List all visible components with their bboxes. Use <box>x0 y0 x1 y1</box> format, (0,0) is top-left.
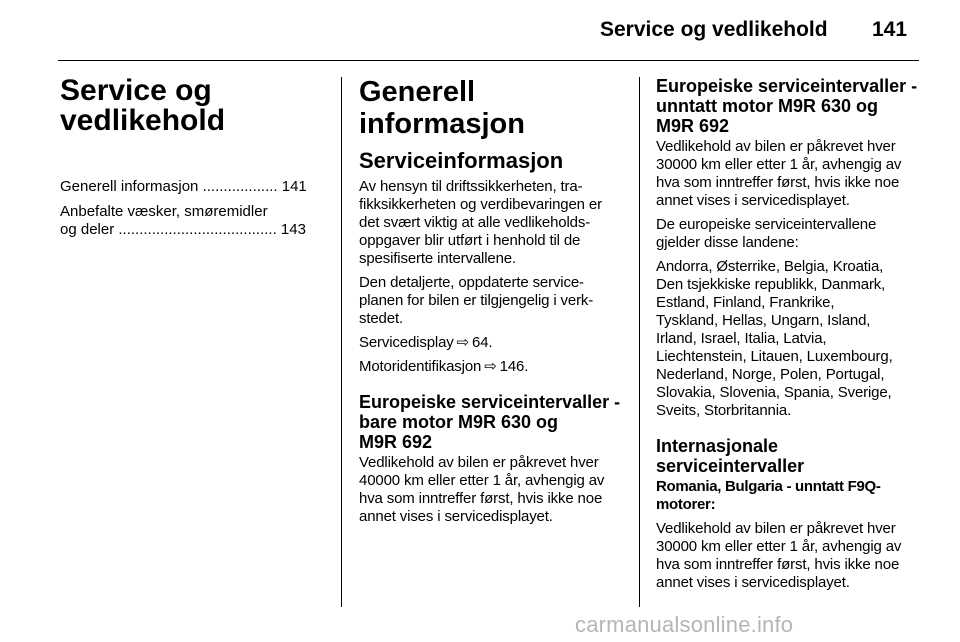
paragraph: Den detaljerte, oppdaterte service- planen for bilen er tilgjengelig i verk- stedet. <box>359 274 594 327</box>
page-number: 141 <box>872 18 908 41</box>
running-header-title: Service og vedlikehold <box>600 18 828 41</box>
reference-arrow-icon: ⇨ <box>484 358 497 375</box>
right-column <box>656 76 922 598</box>
cross-reference-servicedisplay[interactable] <box>359 334 625 352</box>
reference-label: Motoridentifikasjon <box>359 358 482 375</box>
header-rule <box>58 60 919 61</box>
watermark: carmanualsonline.info <box>575 612 794 637</box>
chapter-column <box>60 76 325 246</box>
paragraph: Vedlikehold av bilen er påkrevet hver 30000 km eller etter 1 år, avhengig av hva som inntreffer først, hvis ikke noe annet vises i servicedisplayet. <box>656 138 902 209</box>
paragraph: Vedlikehold av bilen er påkrevet hver 40000 km eller etter 1 år, avhengig av hva som inntreffer først, hvis ikke noe annet vises i servicedisplayet. <box>359 454 605 525</box>
toc-entry-anbefalte[interactable]: Anbefalte væsker, smøremidler og deler ...................................... 143 <box>60 203 306 238</box>
reference-page: 146. <box>499 358 529 375</box>
reference-page: 64. <box>472 334 493 351</box>
country-list: Andorra, Østerrike, Belgia, Kroatia, Den tsjekkiske republikk, Danmark, Estland, Finland, Frankrike, Tyskland, Hellas, Ungarn, Island, Irland, Israel, Italia, Latvia, Liechtenstein, Litauen, Luxembourg, Nederland, Norge, Polen, Portugal, Slovakia, Slovenia, Spania, Sverige, Sveits, Storbritannia. <box>656 258 893 419</box>
minor-heading: Romania, Bulgaria - unntatt F9Q- motorer: <box>656 478 881 513</box>
subheading: Europeiske serviceintervaller - unntatt motor M9R 630 og M9R 692 <box>656 76 918 136</box>
toc-entry-generell[interactable]: Generell informasjon .................. 141 <box>60 178 307 195</box>
section-title: Generell informasjon <box>359 76 525 140</box>
subsection-title: Serviceinformasjon <box>359 148 564 173</box>
column-divider-2 <box>639 77 640 607</box>
paragraph: De europeiske serviceintervallene gjelder disse landene: <box>656 216 877 251</box>
table-of-contents <box>60 178 325 239</box>
cross-reference-motoridentifikasjon[interactable] <box>359 358 625 376</box>
paragraph: Av hensyn til driftssikkerheten, tra- fikksikkerheten og verdibevaringen er det svært viktig at alle vedlikeholds- oppgaver blir utført i henhold til de spesifiserte intervallene. <box>359 178 602 267</box>
main-column <box>359 76 625 532</box>
column-divider-1 <box>341 77 342 607</box>
paragraph: Vedlikehold av bilen er påkrevet hver 30000 km eller etter 1 år, avhengig av hva som inntreffer først, hvis ikke noe annet vises i servicedisplayet. <box>656 520 902 591</box>
chapter-title: Service og vedlikehold <box>60 74 226 137</box>
reference-arrow-icon: ⇨ <box>456 334 470 351</box>
reference-label: Servicedisplay <box>359 334 454 351</box>
subheading: Internasjonale serviceintervaller <box>656 436 805 476</box>
subheading: Europeiske serviceintervaller - bare motor M9R 630 og M9R 692 <box>359 392 621 452</box>
